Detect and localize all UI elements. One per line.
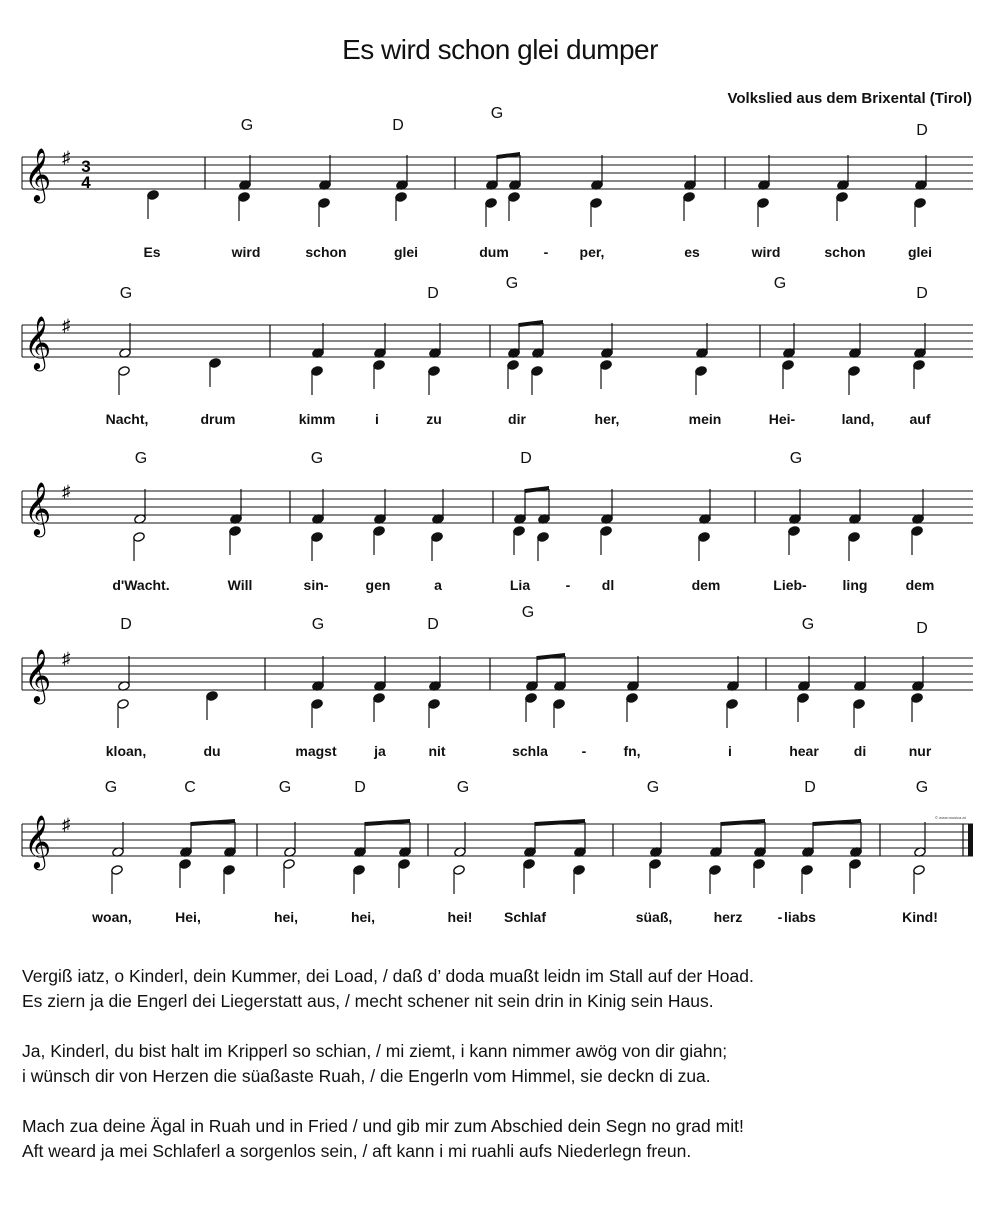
verses: [22, 964, 982, 1189]
note-head-lower: [223, 865, 236, 876]
note-head-lower: [485, 198, 498, 209]
lyric-syllable: Lia: [509, 577, 531, 593]
lyric-syllable: dir: [508, 411, 526, 427]
time-signature-top: 3: [81, 157, 91, 176]
treble-clef-icon: 𝄞: [24, 649, 52, 701]
beam: [535, 819, 585, 826]
verse-line: Ja, Kinderl, du bist halt im Kripperl so schian, / mi ziemt, i kann nimmer awög von dir giahn;: [22, 1041, 728, 1061]
lyric-syllable: schon: [305, 244, 347, 260]
note-head-lower: [801, 865, 814, 876]
note-head-lower: [507, 360, 520, 371]
lyric-syllable: dl: [601, 577, 615, 593]
chord-symbol: D: [916, 620, 928, 637]
lyric-syllable: -: [581, 743, 587, 759]
note-head-lower: [311, 699, 324, 710]
note-head: [209, 358, 222, 369]
note-head-lower: [695, 366, 708, 377]
song-title: Es wird schon glei dumper: [342, 34, 658, 65]
chord-symbol: G: [773, 275, 787, 292]
lyric-syllable: Schlaf: [503, 909, 547, 925]
note-head-lower: [117, 699, 130, 710]
staff-system-5: [22, 779, 973, 925]
note-head-lower: [537, 532, 550, 543]
lyric-syllable: liabs: [784, 909, 816, 925]
chord-symbol: D: [427, 285, 439, 302]
chord-symbol: G: [456, 779, 470, 796]
note-head-lower: [914, 198, 927, 209]
lyric-syllable: ling: [842, 577, 868, 593]
song-origin: Volkslied aus dem Brixental (Tirol): [727, 90, 972, 107]
final-barline-thick: [968, 824, 973, 856]
verse-stanza-4: [22, 1114, 982, 1164]
lyric-syllable: Nacht,: [105, 411, 149, 427]
lyric-syllable: fn,: [623, 743, 641, 759]
lyric-syllable: sin-: [303, 577, 329, 593]
key-signature-sharp-icon: ♯: [62, 148, 71, 167]
note-head-lower: [179, 859, 192, 870]
copyright-note: © www.musica.at: [935, 815, 966, 820]
verse-line: i wünsch dir von Herzen die süaßaste Ruah, / die Engerln vom Himmel, sie deckn di zua.: [22, 1066, 711, 1086]
key-signature-sharp-icon: ♯: [62, 815, 71, 834]
chord-symbol: G: [915, 779, 929, 796]
lyric-syllable: zu: [426, 411, 442, 427]
staff-system-1: [22, 105, 973, 260]
lyric-syllable: süaß,: [635, 909, 673, 925]
lyric-syllable: hei,: [350, 909, 376, 925]
staff-system-4: [22, 604, 973, 759]
note-head-lower: [626, 693, 639, 704]
beam: [537, 653, 565, 660]
chord-symbol: G: [505, 275, 519, 292]
lyric-syllable: -: [777, 909, 783, 925]
chord-symbol: D: [120, 616, 132, 633]
lyric-syllable: hear: [789, 743, 819, 759]
lyric-syllable: land,: [841, 411, 875, 427]
note-head-lower: [283, 859, 296, 870]
verse-line: Aft weard ja mei Schlaferl a sorgenlos sein, / aft kann i mi ruahli aufs Niederlegn freun.: [22, 1141, 692, 1161]
note-head-lower: [649, 859, 662, 870]
lyric-syllable: kloan,: [105, 743, 147, 759]
lyric-syllable: es: [684, 244, 700, 260]
lyric-syllable: her,: [594, 411, 620, 427]
lyric-syllable: Hei,: [175, 909, 201, 925]
chord-symbol: G: [801, 616, 815, 633]
lyric-syllable: schon: [824, 244, 866, 260]
note-head-lower: [428, 366, 441, 377]
lyric-syllable: -: [565, 577, 571, 593]
treble-clef-icon: 𝄞: [24, 482, 52, 534]
note-head-lower: [373, 693, 386, 704]
note-head-lower: [782, 360, 795, 371]
note-head-lower: [395, 192, 408, 203]
chord-symbol: G: [310, 450, 324, 467]
time-signature-bottom: 4: [81, 173, 91, 192]
note-head-lower: [553, 699, 566, 710]
chord-symbol: G: [646, 779, 660, 796]
chord-symbol: D: [427, 616, 439, 633]
note-head-lower: [523, 859, 536, 870]
verse-line: Es ziern ja die Engerl dei Liegerstatt aus, / mecht schener nit sein drin in Kinig sein Haus.: [22, 991, 714, 1011]
note-head-lower: [398, 859, 411, 870]
chord-symbol: D: [916, 285, 928, 302]
chord-symbol: D: [354, 779, 366, 796]
note-head-lower: [683, 192, 696, 203]
lyric-syllable: Will: [227, 577, 253, 593]
lyric-syllable: per,: [579, 244, 605, 260]
treble-clef-icon: 𝄞: [24, 316, 52, 368]
treble-clef-icon: 𝄞: [24, 148, 52, 200]
lyric-syllable: nur: [908, 743, 932, 759]
note-head-lower: [431, 532, 444, 543]
note-head-lower: [600, 526, 613, 537]
note-head-lower: [353, 865, 366, 876]
note-head-lower: [373, 526, 386, 537]
beam: [519, 320, 543, 327]
lyric-syllable: Lieb-: [773, 577, 807, 593]
beam: [191, 819, 235, 826]
note-head-lower: [525, 693, 538, 704]
note-head-lower: [600, 360, 613, 371]
note-head-lower: [848, 366, 861, 377]
note-head-lower: [836, 192, 849, 203]
beam: [497, 152, 520, 159]
beam: [365, 819, 410, 826]
lyric-syllable: Hei-: [768, 411, 796, 427]
lyric-syllable: nit: [428, 743, 446, 759]
lyric-syllable: dum: [479, 244, 509, 260]
chord-symbol: D: [916, 122, 928, 139]
chord-symbol: D: [392, 117, 404, 134]
lyric-syllable: gen: [365, 577, 391, 593]
note-head-lower: [590, 198, 603, 209]
lyric-syllable: herz: [713, 909, 743, 925]
note-head-lower: [913, 865, 926, 876]
lyric-syllable: i: [375, 411, 379, 427]
lyric-syllable: a: [434, 577, 442, 593]
lyric-syllable: di: [853, 743, 867, 759]
key-signature-sharp-icon: ♯: [62, 316, 71, 335]
chord-symbol: G: [104, 779, 118, 796]
lyric-syllable: schla: [512, 743, 548, 759]
note-head-lower: [788, 526, 801, 537]
verse-stanza-2: [22, 964, 982, 1014]
lyric-syllable: hei!: [447, 909, 473, 925]
chord-symbol: G: [119, 285, 133, 302]
staff-system-2: [22, 275, 973, 427]
beam: [525, 486, 549, 493]
chord-symbol: D: [520, 450, 532, 467]
note-head-lower: [513, 526, 526, 537]
lyric-syllable: d'Wacht.: [112, 577, 170, 593]
note-head-lower: [913, 360, 926, 371]
treble-clef-icon: 𝄞: [24, 815, 52, 867]
beam: [813, 819, 861, 826]
note-head-lower: [753, 859, 766, 870]
lyric-syllable: woan,: [92, 909, 132, 925]
note-head-lower: [373, 360, 386, 371]
note-head-lower: [911, 526, 924, 537]
lyric-syllable: drum: [200, 411, 236, 427]
note-head-lower: [133, 532, 146, 543]
note-head-lower: [118, 366, 131, 377]
lyric-syllable: dem: [905, 577, 935, 593]
note-head-lower: [318, 198, 331, 209]
staff-system-3: [22, 450, 973, 593]
lyric-syllable: auf: [909, 411, 931, 427]
chord-symbol: G: [521, 604, 535, 621]
verse-line: Vergiß iatz, o Kinderl, dein Kummer, dei Load, / daß d’ doda muaßt leidn im Stall auf der Hoad.: [22, 966, 754, 986]
note-head-lower: [428, 699, 441, 710]
chord-symbol: G: [490, 105, 504, 122]
chord-symbol: G: [240, 117, 254, 134]
key-signature-sharp-icon: ♯: [62, 482, 71, 501]
verse-stanza-3: [22, 1039, 982, 1089]
note-head-lower: [531, 366, 544, 377]
lyric-syllable: ja: [374, 743, 386, 759]
note-head-lower: [111, 865, 124, 876]
note-head-lower: [573, 865, 586, 876]
lyric-syllable: glei: [907, 244, 933, 260]
lyric-syllable: Kind!: [902, 909, 938, 925]
note-head-lower: [698, 532, 711, 543]
note-head-lower: [911, 693, 924, 704]
key-signature-sharp-icon: ♯: [62, 649, 71, 668]
lyric-syllable: mein: [688, 411, 722, 427]
note-head-lower: [853, 699, 866, 710]
lyric-syllable: dem: [691, 577, 721, 593]
note-head-lower: [726, 699, 739, 710]
lyric-syllable: wird: [231, 244, 261, 260]
note-head: [147, 190, 160, 201]
note-head-lower: [709, 865, 722, 876]
note-head-lower: [311, 532, 324, 543]
chord-symbol: G: [789, 450, 803, 467]
chord-symbol: G: [311, 616, 325, 633]
lyric-syllable: glei: [393, 244, 419, 260]
note-head-lower: [453, 865, 466, 876]
note-head-lower: [849, 859, 862, 870]
note-head-lower: [848, 532, 861, 543]
chord-symbol: G: [134, 450, 148, 467]
note-head: [206, 691, 219, 702]
beam: [721, 819, 765, 826]
note-head-lower: [311, 366, 324, 377]
lyric-syllable: hei,: [273, 909, 299, 925]
verse-line: Mach zua deine Ägal in Ruah und in Fried / und gib mir zum Abschied dein Segn no grad mit!: [22, 1116, 744, 1136]
lyric-syllable: wird: [751, 244, 781, 260]
note-head-lower: [797, 693, 810, 704]
lyric-syllable: kimm: [298, 411, 336, 427]
note-head-lower: [229, 526, 242, 537]
chord-symbol: D: [804, 779, 816, 796]
lyric-syllable: i: [728, 743, 732, 759]
chord-symbol: C: [184, 779, 196, 796]
lyric-syllable: -: [543, 244, 549, 260]
lyric-syllable: Es: [143, 244, 161, 260]
chord-symbol: G: [278, 779, 292, 796]
note-head-lower: [757, 198, 770, 209]
note-head-lower: [238, 192, 251, 203]
note-head-lower: [508, 192, 521, 203]
lyric-syllable: magst: [295, 743, 337, 759]
lyric-syllable: du: [203, 743, 221, 759]
